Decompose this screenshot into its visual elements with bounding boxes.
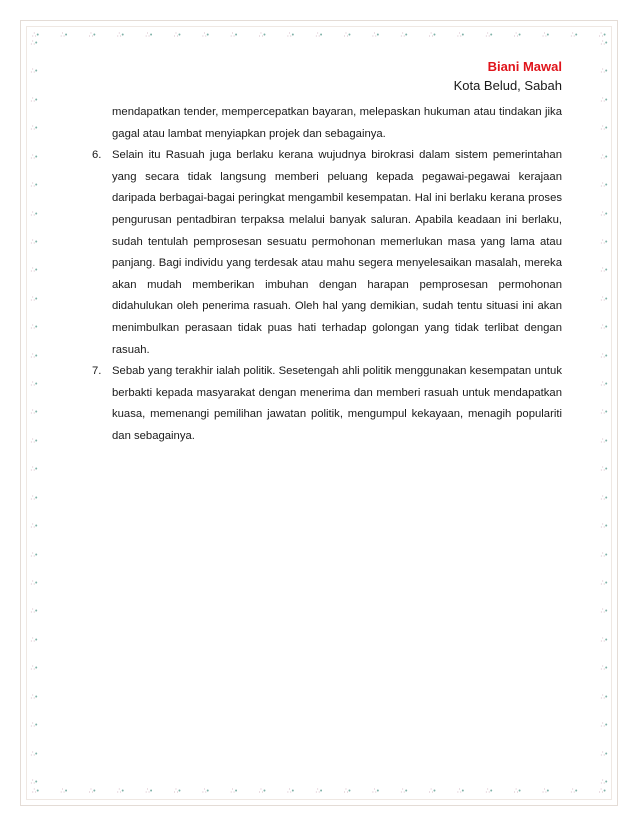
floral-ornament-icon: ∴• — [30, 96, 38, 104]
floral-ornament-icon: ∴• — [88, 787, 96, 795]
floral-ornament-icon: ∴• — [570, 31, 578, 39]
floral-ornament-icon: ∴• — [600, 636, 608, 644]
floral-ornament-icon: ∴• — [30, 267, 38, 275]
floral-ornament-icon: ∴• — [457, 787, 465, 795]
floral-ornament-icon: ∴• — [88, 31, 96, 39]
floral-ornament-icon: ∴• — [600, 210, 608, 218]
floral-ornament-icon: ∴• — [30, 40, 38, 47]
list-item — [86, 145, 562, 361]
floral-ornament-icon: ∴• — [30, 580, 38, 588]
document-body — [86, 102, 562, 448]
floral-ornament-icon: ∴• — [30, 125, 38, 133]
floral-ornament-icon: ∴• — [600, 182, 608, 190]
floral-ornament-icon: ∴• — [30, 437, 38, 445]
border-ornament-bottom — [26, 784, 612, 798]
floral-ornament-icon: ∴• — [173, 31, 181, 39]
floral-ornament-icon: ∴• — [372, 31, 380, 39]
floral-ornament-icon: ∴• — [600, 267, 608, 275]
floral-ornament-icon: ∴• — [145, 31, 153, 39]
floral-ornament-icon: ∴• — [513, 31, 521, 39]
floral-ornament-icon: ∴• — [258, 31, 266, 39]
floral-ornament-icon: ∴• — [600, 750, 608, 758]
floral-ornament-icon: ∴• — [600, 352, 608, 360]
floral-ornament-icon: ∴• — [485, 787, 493, 795]
floral-ornament-icon: ∴• — [30, 722, 38, 730]
floral-ornament-icon: ∴• — [30, 551, 38, 559]
floral-ornament-icon: ∴• — [600, 608, 608, 616]
floral-ornament-icon: ∴• — [30, 295, 38, 303]
floral-ornament-icon: ∴• — [32, 31, 39, 39]
list-item-number: 7. — [92, 365, 102, 378]
floral-ornament-icon: ∴• — [30, 750, 38, 758]
floral-ornament-icon: ∴• — [600, 722, 608, 730]
floral-ornament-icon: ∴• — [315, 31, 323, 39]
floral-ornament-icon: ∴• — [600, 295, 608, 303]
border-ornament-right — [597, 40, 611, 786]
floral-ornament-icon: ∴• — [372, 787, 380, 795]
floral-ornament-icon: ∴• — [513, 787, 521, 795]
floral-ornament-icon: ∴• — [30, 693, 38, 701]
floral-ornament-icon: ∴• — [30, 778, 38, 786]
floral-ornament-icon: ∴• — [60, 787, 68, 795]
floral-ornament-icon: ∴• — [600, 324, 608, 332]
floral-ornament-icon: ∴• — [600, 96, 608, 104]
floral-ornament-icon: ∴• — [30, 381, 38, 389]
floral-ornament-icon: ∴• — [600, 523, 608, 531]
floral-ornament-icon: ∴• — [600, 125, 608, 133]
floral-ornament-icon: ∴• — [457, 31, 465, 39]
border-ornament-top — [26, 28, 612, 42]
floral-ornament-icon: ∴• — [173, 787, 181, 795]
floral-ornament-icon: ∴• — [202, 787, 209, 795]
floral-ornament-icon: ∴• — [32, 787, 39, 795]
floral-ornament-icon: ∴• — [400, 787, 408, 795]
floral-ornament-icon: ∴• — [343, 787, 351, 795]
author-name: Biani Mawal — [487, 59, 562, 74]
floral-ornament-icon: ∴• — [60, 31, 68, 39]
floral-ornament-icon: ∴• — [600, 693, 608, 701]
floral-ornament-icon: ∴• — [30, 409, 38, 417]
floral-ornament-icon: ∴• — [600, 40, 608, 47]
list-item-text: Selain itu Rasuah juga berlaku kerana wujudnya birokrasi dalam sistem pemerintahan yang secara tidak langsung memberi peluang kepada pegawai-pegawai kerajaan daripada berbagai-bagai peringkat mengambil kesempatan. Hal ini berlaku kerana proses pengurusan pentadbiran terpaksa melalui banyak saluran. Apabila keadaan ini berlaku, sudah tentulah pemprosesan sesuatu permohonan memerlukan masa yang lama atau panjang. Bagi individu yang terdesak atau mahu segera menyelesaikan masalah, mereka akan mudah memberikan imbuhan dengan harapan pemprosesan permohonan didahulukan oleh penerima rasuah. Oleh hal yang demikian, sudah tentu situasi ini akan menimbulkan perasaan tidak puas hati terhadap golongan yang tidak terlibat dengan rasuah. — [112, 149, 562, 356]
floral-ornament-icon: ∴• — [600, 466, 608, 474]
list-item-text: Sebab yang terakhir ialah politik. Sesetengah ahli politik menggunakan kesempatan untuk berbakti kepada masyarakat dengan menerima dan memberi rasuah untuk mendapatkan kuasa, memenangi pemilihan jawatan politik, mengumpul kekayaan, menagih populariti dan sebagainya. — [112, 365, 562, 442]
floral-ornament-icon: ∴• — [258, 787, 266, 795]
floral-ornament-icon: ∴• — [600, 153, 608, 161]
floral-ornament-icon: ∴• — [30, 210, 38, 218]
floral-ornament-icon: ∴• — [400, 31, 408, 39]
floral-ornament-icon: ∴• — [598, 31, 606, 39]
border-ornament-left — [27, 40, 41, 786]
floral-ornament-icon: ∴• — [600, 409, 608, 417]
floral-ornament-icon: ∴• — [230, 31, 238, 39]
floral-ornament-icon: ∴• — [287, 31, 295, 39]
floral-ornament-icon: ∴• — [30, 636, 38, 644]
floral-ornament-icon: ∴• — [428, 31, 436, 39]
floral-ornament-icon: ∴• — [428, 787, 436, 795]
list-item — [86, 361, 562, 447]
continued-paragraph: mendapatkan tender, mempercepatkan bayaran, melepaskan hukuman atau tindakan jika gagal atau lambat menyiapkan projek dan sebagainya. — [112, 106, 562, 140]
floral-ornament-icon: ∴• — [202, 31, 209, 39]
floral-ornament-icon: ∴• — [600, 437, 608, 445]
list-item-number: 6. — [92, 149, 102, 162]
floral-ornament-icon: ∴• — [600, 238, 608, 246]
floral-ornament-icon: ∴• — [30, 665, 38, 673]
floral-ornament-icon: ∴• — [600, 778, 608, 786]
floral-ornament-icon: ∴• — [542, 31, 550, 39]
floral-ornament-icon: ∴• — [30, 466, 38, 474]
floral-ornament-icon: ∴• — [598, 787, 606, 795]
floral-ornament-icon: ∴• — [30, 494, 38, 502]
floral-ornament-icon: ∴• — [30, 153, 38, 161]
floral-ornament-icon: ∴• — [600, 381, 608, 389]
floral-ornament-icon: ∴• — [117, 31, 124, 39]
floral-ornament-icon: ∴• — [600, 494, 608, 502]
floral-ornament-icon: ∴• — [30, 68, 38, 76]
floral-ornament-icon: ∴• — [600, 580, 608, 588]
floral-ornament-icon: ∴• — [315, 787, 323, 795]
floral-ornament-icon: ∴• — [145, 787, 153, 795]
floral-ornament-icon: ∴• — [570, 787, 578, 795]
floral-ornament-icon: ∴• — [30, 238, 38, 246]
floral-ornament-icon: ∴• — [230, 787, 238, 795]
floral-ornament-icon: ∴• — [30, 182, 38, 190]
floral-ornament-icon: ∴• — [600, 551, 608, 559]
floral-ornament-icon: ∴• — [30, 352, 38, 360]
author-location: Kota Belud, Sabah — [453, 78, 562, 93]
floral-ornament-icon: ∴• — [343, 31, 351, 39]
floral-ornament-icon: ∴• — [600, 665, 608, 673]
floral-ornament-icon: ∴• — [542, 787, 550, 795]
floral-ornament-icon: ∴• — [30, 324, 38, 332]
floral-ornament-icon: ∴• — [30, 608, 38, 616]
floral-ornament-icon: ∴• — [287, 787, 295, 795]
floral-ornament-icon: ∴• — [30, 523, 38, 531]
floral-ornament-icon: ∴• — [117, 787, 124, 795]
floral-ornament-icon: ∴• — [485, 31, 493, 39]
floral-ornament-icon: ∴• — [600, 68, 608, 76]
document-header — [454, 58, 562, 96]
